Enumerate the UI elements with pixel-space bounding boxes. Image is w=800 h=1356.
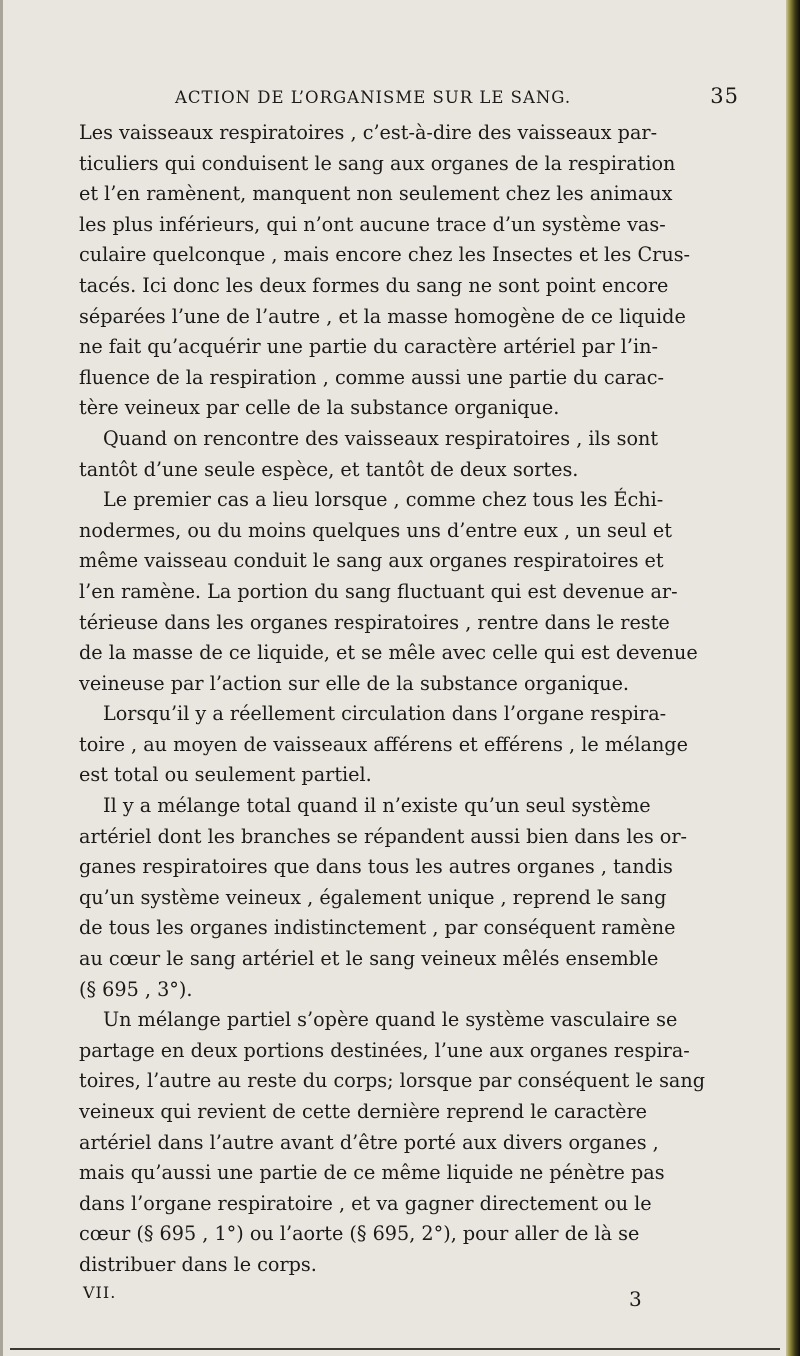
text-line: distribuer dans le corps. (79, 1252, 317, 1276)
scan-edge-band (786, 0, 800, 1356)
text-line: (§ 695 , 3°). (79, 977, 193, 1001)
page-bottom-edge (10, 1348, 780, 1350)
text-line: tacés. Ici donc les deux formes du sang ne sont point encore (79, 273, 669, 297)
text-line: tère veineux par celle de la substance organique. (79, 396, 560, 420)
text-line: ticuliers qui conduisent le sang aux organes de la respiration (79, 151, 676, 175)
running-head (79, 84, 739, 118)
text-line: de tous les organes indistinctement , par conséquent ramène (79, 916, 676, 940)
paragraph-start-line: Quand on rencontre des vaisseaux respiratoires , ils sont (103, 426, 659, 450)
text-line: toire , au moyen de vaisseaux afférens et efférens , le mélange (79, 732, 688, 756)
text-line: même vaisseau conduit le sang aux organes respiratoires et (79, 549, 664, 573)
text-line: artériel dont les branches se répandent aussi bien dans les or- (79, 824, 688, 848)
paragraph-start-line: Lorsqu’il y a réellement circulation dans l’organe respira- (103, 702, 667, 726)
paragraph-start-line: Il y a mélange total quand il n’existe qu’un seul système (103, 794, 651, 818)
page-number: 35 (710, 84, 739, 108)
text-line: nodermes, ou du moins quelques uns d’entre eux , un seul et (79, 518, 672, 542)
text-line: toires, l’autre au reste du corps; lorsque par conséquent le sang (79, 1069, 706, 1093)
signature-mark: VII. (83, 1282, 117, 1302)
text-line: Les vaisseaux respiratoires , c’est-à-dire des vaisseaux par- (79, 121, 658, 144)
paragraph-start-line: Le premier cas a lieu lorsque , comme chez tous les Échi- (103, 488, 664, 512)
text-line: veineuse par l’action sur elle de la substance organique. (79, 671, 630, 695)
text-line: tantôt d’une seule espèce, et tantôt de deux sortes. (79, 457, 579, 481)
text-line: séparées l’une de l’autre , et la masse homogène de ce liquide (79, 304, 686, 328)
running-title: ACTION DE L’ORGANISME SUR LE SANG. (175, 88, 572, 107)
text-line: partage en deux portions destinées, l’une aux organes respira- (79, 1038, 690, 1062)
text-line: est total ou seulement partiel. (79, 763, 372, 787)
text-line: fluence de la respiration , comme aussi une partie du carac- (79, 365, 664, 389)
text-line: ganes respiratoires que dans tous les autres organes , tandis (79, 855, 673, 879)
page-footer (79, 1283, 739, 1313)
paragraph-start-line: Un mélange partiel s’opère quand le système vasculaire se (103, 1008, 678, 1032)
text-line: térieuse dans les organes respiratoires , rentre dans le reste (79, 610, 670, 634)
text-line: et l’en ramènent, manquent non seulement chez les animaux (79, 182, 673, 206)
text-line: de la masse de ce liquide, et se mêle avec celle qui est devenue (79, 641, 698, 665)
body-text (79, 118, 739, 1281)
text-line: qu’un système veineux , également unique , reprend le sang (79, 885, 667, 909)
text-line: cœur (§ 695 , 1°) ou l’aorte (§ 695, 2°), pour aller de là se (79, 1222, 640, 1246)
text-line: les plus inférieurs, qui n’ont aucune trace d’un système vas- (79, 212, 666, 236)
text-line: artériel dans l’autre avant d’être porté aux divers organes , (79, 1130, 659, 1154)
text-line: mais qu’aussi une partie de ce même liquide ne pénètre pas (79, 1161, 665, 1185)
sheet-number: 3 (629, 1286, 642, 1311)
text-line: dans l’organe respiratoire , et va gagner directement ou le (79, 1191, 652, 1215)
text-line: l’en ramène. La portion du sang fluctuant qui est devenue ar- (79, 579, 678, 603)
text-line: au cœur le sang artériel et le sang veineux mêlés ensemble (79, 947, 659, 971)
text-line: culaire quelconque , mais encore chez les Insectes et les Crus- (79, 243, 691, 267)
book-page (79, 84, 739, 1313)
page-left-edge (0, 0, 3, 1356)
text-line: ne fait qu’acquérir une partie du caractère artériel par l’in- (79, 335, 658, 359)
text-line: veineux qui revient de cette dernière reprend le caractère (79, 1100, 648, 1123)
